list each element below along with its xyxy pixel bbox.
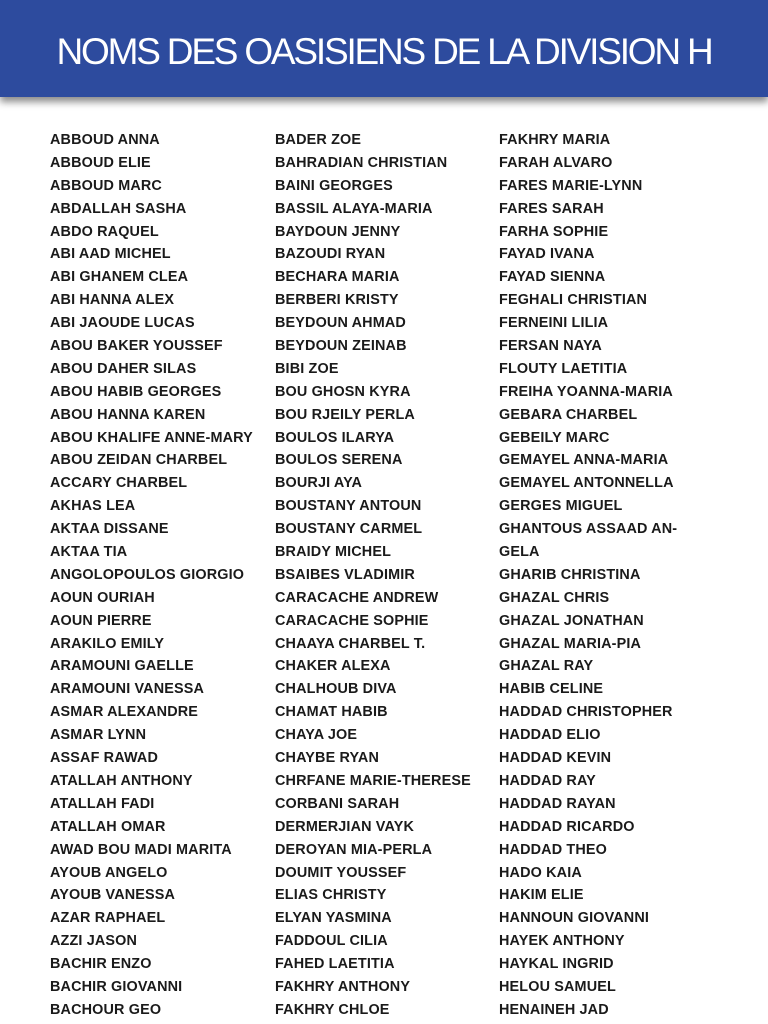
name-entry: HENAINEH JAD [499, 1001, 609, 1018]
name-entry: HADDAD KEVIN [499, 750, 612, 767]
name-entry: BRAIDY MICHEL [275, 544, 392, 561]
name-entry: ABOU ZEIDAN CHARBEL [50, 452, 228, 469]
names-column-2 [275, 129, 490, 1022]
name-entry: DERMERJIAN VAYK [275, 818, 414, 835]
name-entry: HAYEK ANTHONY [499, 933, 625, 950]
name-entry: ABDALLAH SASHA [50, 200, 187, 217]
name-entry: ASMAR ALEXANDRE [50, 704, 199, 721]
name-entry: AKHAS LEA [50, 498, 136, 515]
name-entry: GHAZAL JONATHAN [499, 612, 644, 629]
name-entry: HELOU SAMUEL [499, 978, 616, 995]
name-entry: FARHA SOPHIE [499, 223, 609, 240]
name-entry: BADER ZOE [275, 132, 362, 148]
name-entry: FREIHA YOANNA-MARIA [499, 383, 673, 400]
name-entry: CARACACHE SOPHIE [275, 612, 429, 629]
name-entry: HANNOUN GIOVANNI [499, 910, 650, 927]
name-entry: CHALHOUB DIVA [275, 681, 397, 698]
name-entry: ABBOUD MARC [50, 177, 162, 194]
name-entry: FAKHRY MARIA [499, 132, 611, 148]
name-entry: GEMAYEL ANTONNELLA [499, 475, 674, 492]
name-entry: GHAZAL MARIA-PIA [499, 635, 642, 652]
name-entry: ABOU HANNA KAREN [50, 406, 206, 423]
name-entry: AYOUB VANESSA [50, 887, 176, 904]
name-entry: AWAD BOU MADI MARITA [50, 841, 232, 858]
name-entry: BERBERI KRISTY [275, 292, 399, 309]
name-entry: DEROYAN MIA-PERLA [275, 841, 433, 858]
name-entry: HADDAD ELIO [499, 727, 601, 744]
name-entry: HAKIM ELIE [499, 887, 584, 904]
name-entry: GELA [499, 544, 540, 561]
name-entry: ATALLAH FADI [50, 795, 155, 812]
name-entry: DOUMIT YOUSSEF [275, 864, 407, 881]
name-entry: FAHED LAETITIA [275, 956, 395, 973]
name-entry: FAKHRY ANTHONY [275, 978, 411, 995]
name-entry: ASSAF RAWAD [50, 750, 158, 767]
name-entry: HADDAD CHRISTOPHER [499, 704, 673, 721]
name-entry: ABI AAD MICHEL [50, 246, 171, 263]
name-entry: HADDAD RAYAN [499, 795, 616, 812]
name-entry: CARACACHE ANDREW [275, 589, 439, 606]
name-entry: AZZI JASON [50, 933, 138, 950]
names-column-1 [50, 129, 265, 1022]
name-entry: GEBARA CHARBEL [499, 406, 638, 423]
name-entry: ATALLAH ANTHONY [50, 772, 193, 789]
name-entry: CHAKER ALEXA [275, 658, 391, 675]
name-entry: AZAR RAPHAEL [50, 910, 166, 927]
name-entry: GHARIB CHRISTINA [499, 566, 641, 583]
name-entry: ABOU HABIB GEORGES [50, 383, 222, 400]
name-entry: AKTAA DISSANE [50, 521, 169, 538]
name-entry: ABI HANNA ALEX [50, 292, 175, 309]
name-entry: FERSAN NAYA [499, 338, 602, 355]
header-banner [0, 0, 768, 97]
name-entry: BOUSTANY ANTOUN [275, 498, 422, 515]
name-entry: BAZOUDI RYAN [275, 246, 386, 263]
name-entry: HADDAD RAY [499, 772, 596, 789]
name-entry: BASSIL ALAYA-MARIA [275, 200, 433, 217]
name-entry: AOUN PIERRE [50, 612, 152, 629]
name-entry: BACHOUR GEO [50, 1001, 162, 1018]
name-entry: ANGOLOPOULOS GIORGIO [50, 566, 245, 583]
name-entry: BAHRADIAN CHRISTIAN [275, 154, 448, 171]
name-entry: ABBOUD ELIE [50, 154, 151, 171]
name-entry: BOUSTANY CARMEL [275, 521, 423, 538]
name-entry: BOULOS SERENA [275, 452, 403, 469]
name-entry: BAINI GEORGES [275, 177, 393, 194]
name-entry: GHANTOUS ASSAAD AN- [499, 521, 678, 538]
name-entry: ABOU DAHER SILAS [50, 360, 197, 377]
name-entry: ABBOUD ANNA [50, 132, 160, 148]
name-entry: BEYDOUN ZEINAB [275, 338, 407, 355]
name-entry: FADDOUL CILIA [275, 933, 388, 950]
name-entry: CHAMAT HABIB [275, 704, 388, 721]
name-entry: ABOU BAKER YOUSSEF [50, 338, 223, 355]
name-entry: BECHARA MARIA [275, 269, 400, 286]
name-entry: CORBANI SARAH [275, 795, 400, 812]
name-entry: FAYAD SIENNA [499, 269, 606, 286]
name-entry: ABDO RAQUEL [50, 223, 159, 240]
name-entry: FARAH ALVARO [499, 154, 613, 171]
name-entry: ARAKILO EMILY [50, 635, 165, 652]
name-entry: GEMAYEL ANNA-MARIA [499, 452, 669, 469]
name-entry: BACHIR GIOVANNI [50, 978, 183, 995]
name-entry: HADDAD THEO [499, 841, 607, 858]
name-entry: BEYDOUN AHMAD [275, 315, 406, 332]
name-entry: HAYKAL INGRID [499, 956, 614, 973]
name-entry: FEGHALI CHRISTIAN [499, 292, 648, 309]
name-entry: ACCARY CHARBEL [50, 475, 188, 492]
name-entry: GHAZAL RAY [499, 658, 594, 675]
name-entry: ABOU KHALIFE ANNE-MARY [50, 429, 253, 446]
name-entry: ABI GHANEM CLEA [50, 269, 189, 286]
name-entry: BOURJI AYA [275, 475, 363, 492]
name-entry: AYOUB ANGELO [50, 864, 168, 881]
name-entry: BAYDOUN JENNY [275, 223, 401, 240]
name-entry: ELYAN YASMINA [275, 910, 392, 927]
name-entry: CHAYA JOE [275, 727, 358, 744]
name-entry: HADO KAIA [499, 864, 582, 881]
name-entry: BIBI ZOE [275, 360, 339, 377]
name-entry: ABI JAOUDE LUCAS [50, 315, 195, 332]
name-entry: BSAIBES VLADIMIR [275, 566, 415, 583]
name-entry: CHAAYA CHARBEL T. [275, 635, 426, 652]
name-entry: BOU GHOSN KYRA [275, 383, 411, 400]
name-entry: GEBEILY MARC [499, 429, 610, 446]
name-entry: HADDAD RICARDO [499, 818, 635, 835]
name-entry: FARES SARAH [499, 200, 604, 217]
name-entry: FAKHRY CHLOE [275, 1001, 390, 1018]
name-entry: CHRFANE MARIE-THERESE [275, 772, 471, 789]
name-entry: HABIB CELINE [499, 681, 604, 698]
name-entry: BOU RJEILY PERLA [275, 406, 415, 423]
name-entry: CHAYBE RYAN [275, 750, 380, 767]
name-entry: ASMAR LYNN [50, 727, 147, 744]
name-entry: ATALLAH OMAR [50, 818, 166, 835]
name-entry: GHAZAL CHRIS [499, 589, 610, 606]
page-title: NOMS DES OASISIENS DE LA DIVISION H [56, 31, 712, 72]
name-entry: AOUN OURIAH [50, 589, 155, 606]
name-entry: ARAMOUNI VANESSA [50, 681, 205, 698]
names-column-3 [499, 129, 694, 1022]
name-entry: BOULOS ILARYA [275, 429, 395, 446]
name-entry: BACHIR ENZO [50, 956, 152, 973]
name-entry: FERNEINI LILIA [499, 315, 609, 332]
name-entry: ARAMOUNI GAELLE [50, 658, 194, 675]
name-entry: AKTAA TIA [50, 544, 128, 561]
name-entry: FLOUTY LAETITIA [499, 360, 628, 377]
name-entry: FARES MARIE-LYNN [499, 177, 643, 194]
name-entry: FAYAD IVANA [499, 246, 595, 263]
name-entry: ELIAS CHRISTY [275, 887, 387, 904]
name-entry: GERGES MIGUEL [499, 498, 623, 515]
